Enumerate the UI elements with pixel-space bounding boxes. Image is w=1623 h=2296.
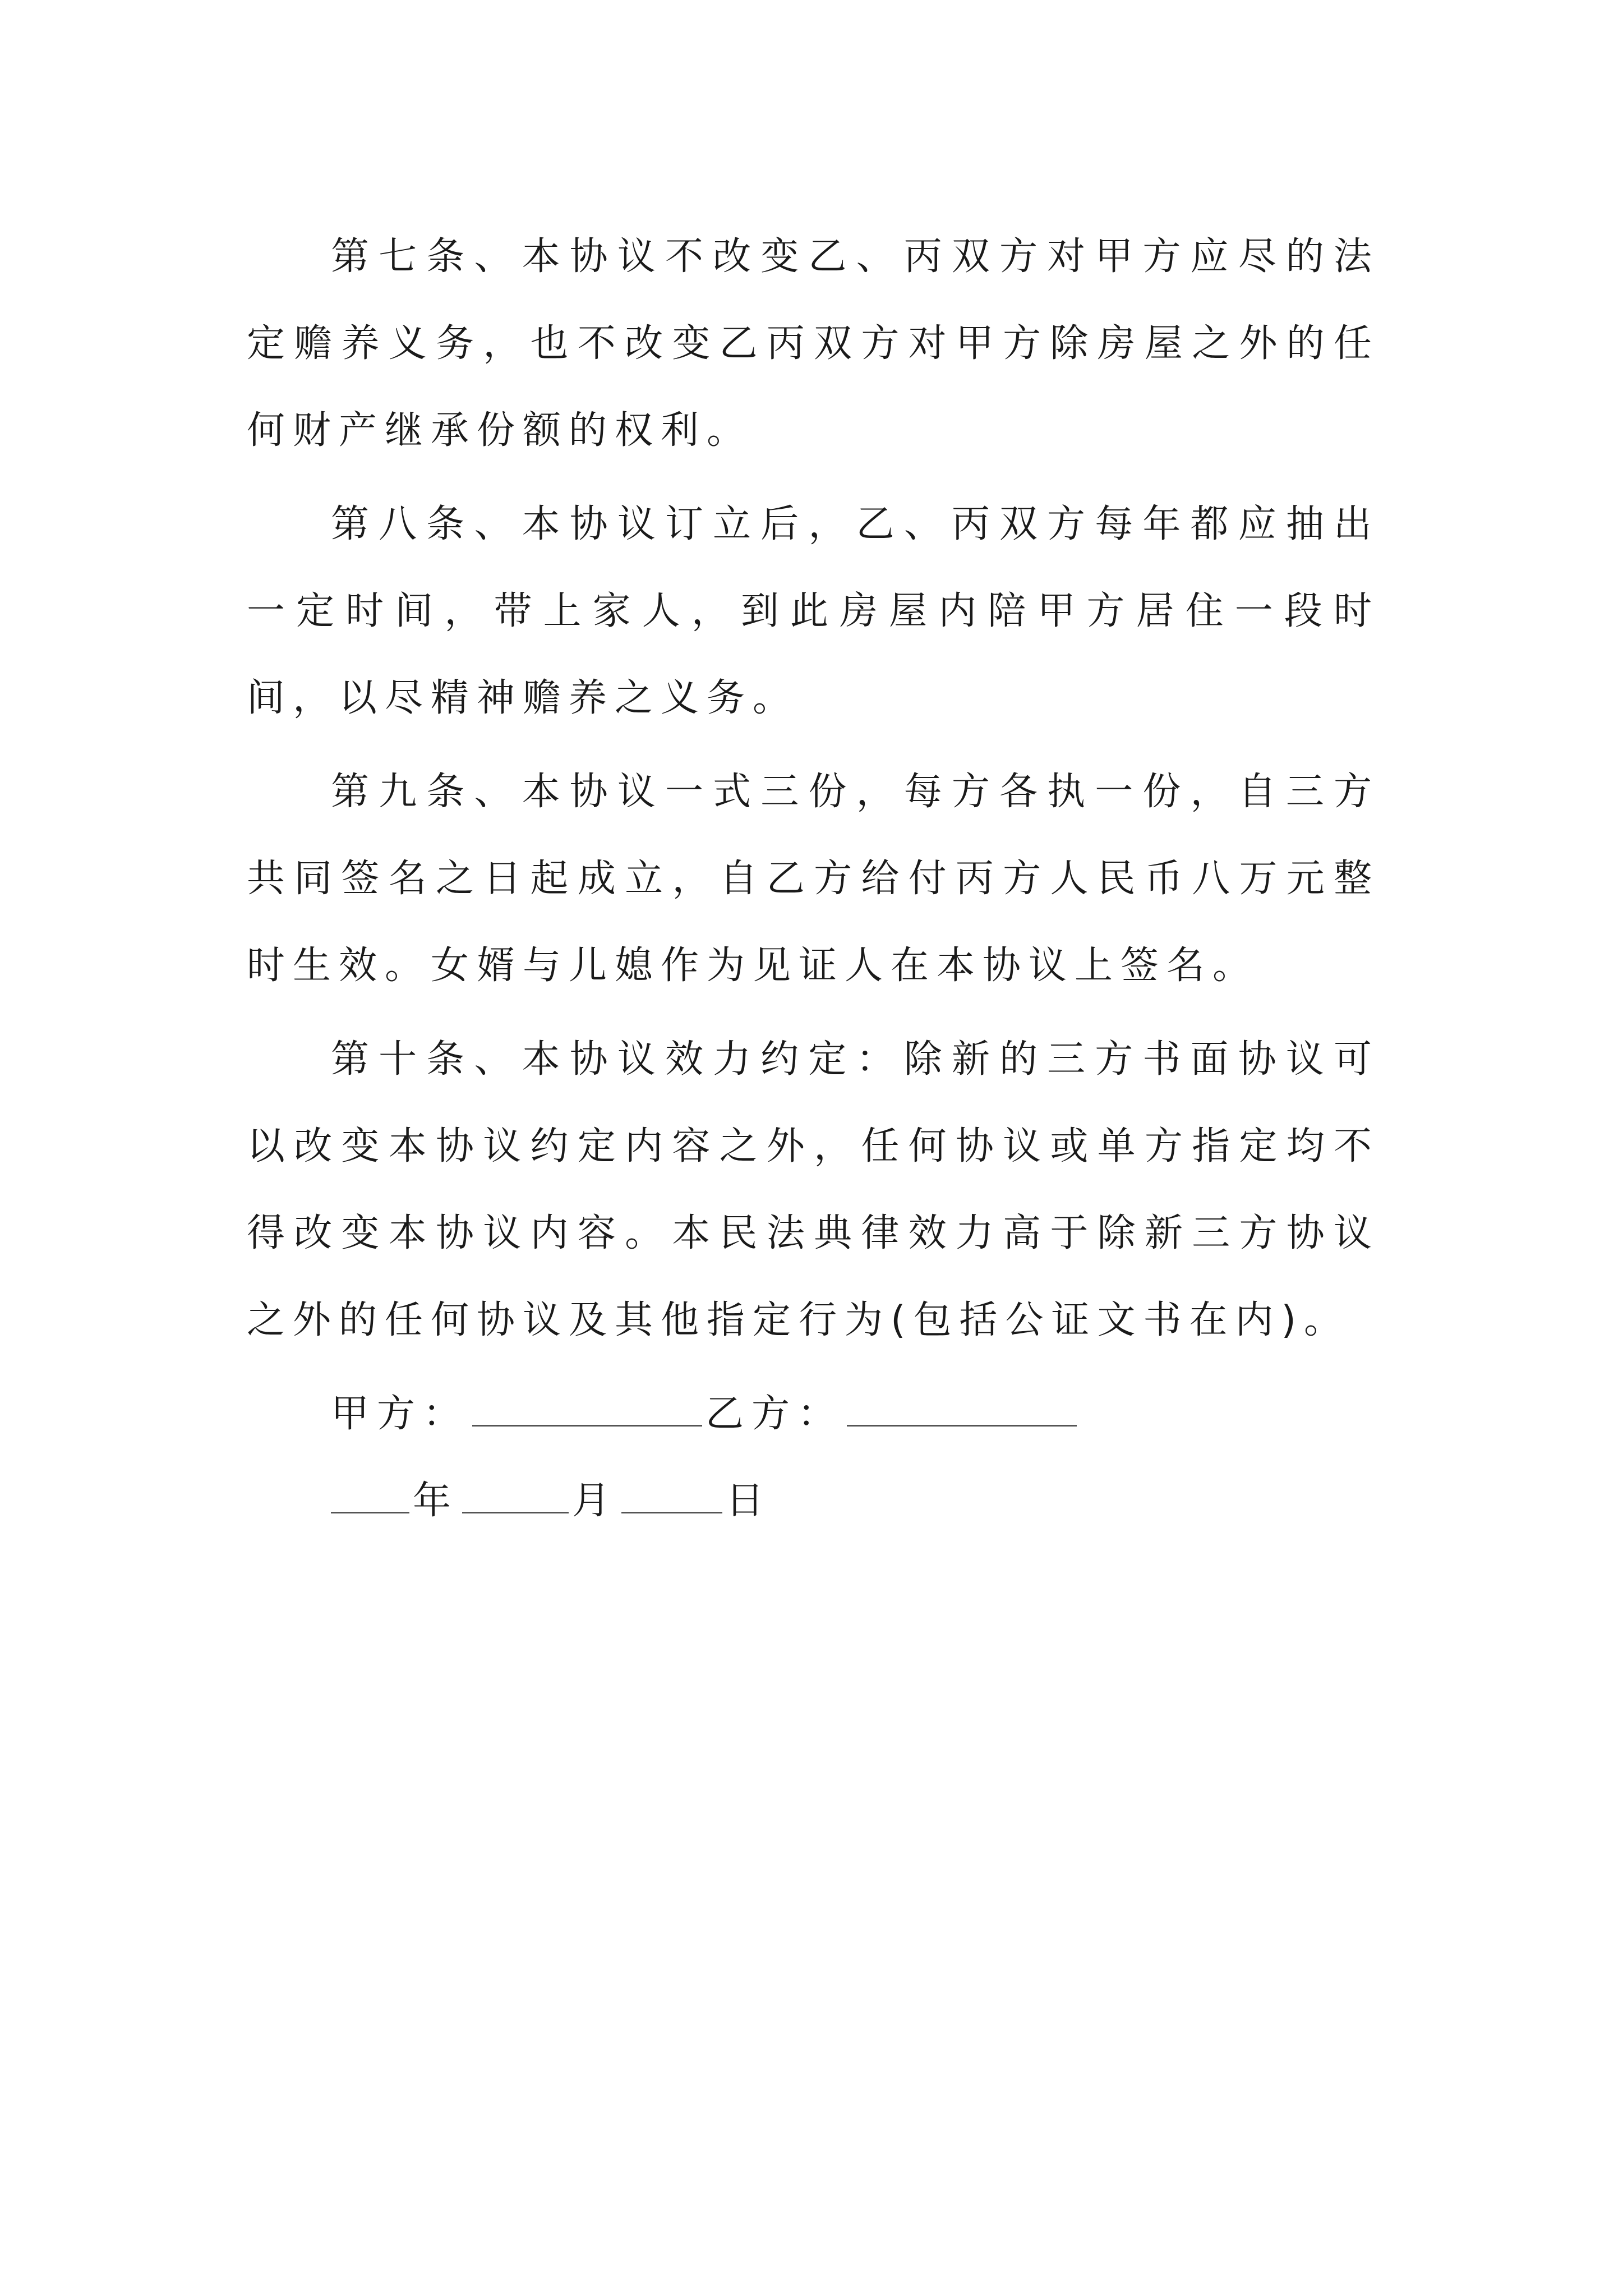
party-a-signature-line xyxy=(472,1391,702,1427)
date-row xyxy=(247,1457,1380,1544)
year-label: 年 xyxy=(413,1479,459,1523)
party-a-label: 甲方： xyxy=(331,1392,469,1436)
article-9-paragraph: 第九条、本协议一式三份，每方各执一份，自三方共同签名之日起成立，自乙方给付丙方人民币八万元整时生效。女婿与儿媳作为见证人在本协议上签名。 xyxy=(247,770,1380,988)
month-blank-line xyxy=(462,1478,569,1513)
signature-row xyxy=(247,1370,1380,1457)
article-8-paragraph: 第八条、本协议订立后，乙、丙双方每年都应抽出一定时间，带上家人，到此房屋内陪甲方居住一段时间，以尽精神赡养之义务。 xyxy=(247,502,1380,720)
day-label: 日 xyxy=(726,1479,772,1523)
party-b-label: 乙方： xyxy=(706,1392,844,1436)
party-b-signature-line xyxy=(847,1391,1077,1427)
day-blank-line xyxy=(621,1478,722,1513)
document-page xyxy=(247,213,1380,1544)
article-10-paragraph: 第十条、本协议效力约定：除新的三方书面协议可以改变本协议约定内容之外，任何协议或单方指定均不得改变本协议内容。本民法典律效力高于除新三方协议之外的任何协议及其他指定行为(包括公证文书在内)。 xyxy=(247,1037,1380,1342)
month-label: 月 xyxy=(572,1479,619,1523)
year-blank-line xyxy=(331,1478,409,1513)
article-7-paragraph: 第七条、本协议不改变乙、丙双方对甲方应尽的法定赡养义务，也不改变乙丙双方对甲方除房屋之外的任何财产继承份额的权利。 xyxy=(247,234,1380,453)
